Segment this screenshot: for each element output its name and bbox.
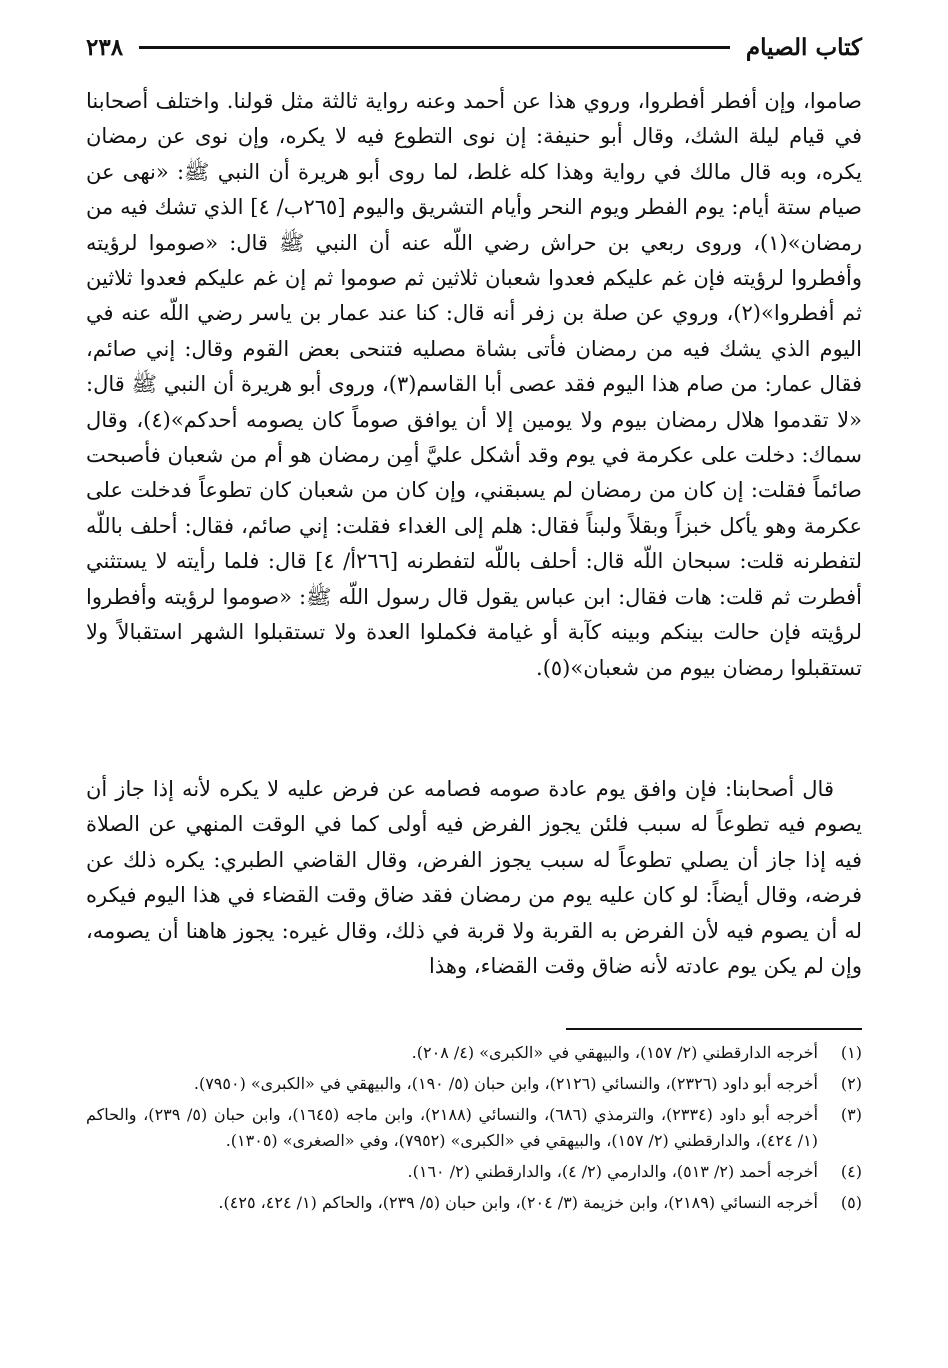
main-paragraph-1: صاموا، وإن أفطر أفطروا، وروي هذا عن أحمد وعنه رواية ثالثة مثل قولنا. واختلف أصحابنا في قيام ليلة الشك، وقال أبو حنيفة: إن نوى التطوع فيه لا يكره، وإن نوى عن رمضان يكره، وبه قال مالك في رواية وهذا كله غلط، لما روى أبو هريرة أن النبي ﷺ: «نهى عن صيام ستة أيام: يوم الفطر ويوم النحر وأيام التشريق واليوم [٢٦٥ب/ ٤] الذي تشك فيه من رمضان»(١)، وروى ربعي بن حراش رضي اللّه عنه أن النبي ﷺ قال: «صوموا لرؤيته وأفطروا لرؤيته فإن غم عليكم فعدوا شعبان ثلاثين ثم صوموا ثم إن غم عليكم فعدوا ثلاثين ثم أفطروا»(٢)، وروي عن صلة بن زفر أنه قال: كنا عند عمار بن ياسر رضي اللّه عنه في اليوم الذي يشك فيه من رمضان فأتى بشاة مصليه فتنحى بعض القوم وقال: إني صائم، فقال عمار: من صام هذا اليوم فقد عصى أبا القاسم(٣)، وروى أبو هريرة أن النبي ﷺ قال: «لا تقدموا هلال رمضان بيوم ولا يومين إلا أن يوافق صوماً كان يصومه أحدكم»(٤)، وقال سماك: دخلت على عكرمة في يوم وقد أشكل عليَّ أمِن رمضان هو أم من شعبان فأصبحت صائماً فقلت: إن كان من رمضان لم يسبقني، وإن كان من شعبان كان تطوعاً فدخلت على عكرمة وهو يأكل خبزاً وبقلاً ولبناً فقال: هلم إلى الغداء فقلت: إني صائم، فقال: أحلف باللّه لتفطرنه قلت: سبحان اللّه قال: أحلف باللّه لتفطرنه [٢٦٦أ/ ٤] قال: فلما رأيته لا يستثني أفطرت ثم قلت: هات فقال: ابن عباس يقول قال رسول اللّه ﷺ: «صوموا لرؤيته وأفطروا لرؤيته فإن حالت بينكم وبينه كآبة أو غيامة فكملوا العدة ولا تستقبلوا الشهر استقبالاً ولا تستقبلوا رمضان بيوم من شعبان»(٥). [86,89,863,680]
footnote-2 [86,1071,862,1097]
footnote-number: (٣) [840,1105,862,1124]
footnote-text: أخرجه أحمد (٢/ ٥١٣)، والدارمي (٢/ ٤)، والدارقطني (٢/ ١٦٠). [407,1162,818,1181]
footnotes [86,1040,862,1221]
footnote-text: أخرجه الدارقطني (٢/ ١٥٧)، والبيهقي في «الكبرى» (٤/ ٢٠٨). [411,1043,818,1062]
footnote-number: (٢) [840,1074,862,1093]
footnote-5 [86,1190,862,1216]
footnote-number: (٥) [840,1193,862,1212]
page-number: ٢٣٨ [86,33,124,61]
footnote-number: (١) [840,1043,862,1062]
footnote-text: أخرجه النسائي (٢١٨٩)، وابن خزيمة (٣/ ٢٠٤)، وابن حبان (٥/ ٢٣٩)، والحاكم (١/ ٤٢٤، ٤٢٥). [218,1193,818,1212]
footnote-3 [86,1102,862,1154]
header-rule [139,46,730,49]
footnote-text: أخرجه أبو داود (٢٣٣٤)، والترمذي (٦٨٦)، والنسائي (٢١٨٨)، وابن ماجه (١٦٤٥)، وابن حبان (٥/ ٢٣٩)، والحاكم (١/ ٤٢٤)، والدارقطني (٢/ ١٥٧)، والبيهقي في «الكبرى» (٧٩٥٢)، وفي «الصغرى» (١٣٠٥). [86,1105,819,1150]
footnote-number: (٤) [840,1162,862,1181]
footnote-4 [86,1159,862,1185]
footnote-1 [86,1040,862,1066]
running-title: كتاب الصيام [745,33,862,61]
footnote-separator [566,1028,862,1030]
footnote-text: أخرجه أبو داود (٢٣٢٦)، والنسائي (٢١٢٦)، وابن حبان (٥/ ١٩٠)، والبيهقي في «الكبرى» (٧٩٥٠). [193,1074,818,1093]
page-header [86,30,862,64]
main-paragraph-2: قال أصحابنا: فإن وافق يوم عادة صومه فصامه عن فرض عليه لا يكره لأنه إذا جاز أن يصوم فيه تطوعاً له سبب فلئن يجوز الفرض فيه أولى كما في الوقت المنهي عن الصلاة فيه إذا جاز أن يصلي تطوعاً له سبب يجوز الفرض، وقال القاضي الطبري: يكره ذلك عن فرضه، وقال أيضاً: لو كان عليه يوم من رمضان فقد ضاق وقت القضاء في هذا اليوم فيكره له أن يصوم فيه لأن الفرض به القربة ولا قربة في ذلك، وقال غيره: يجوز هاهنا أن يصومه، وإن لم يكن يوم عادته لأنه ضاق وقت القضاء، وهذا [86,777,862,979]
